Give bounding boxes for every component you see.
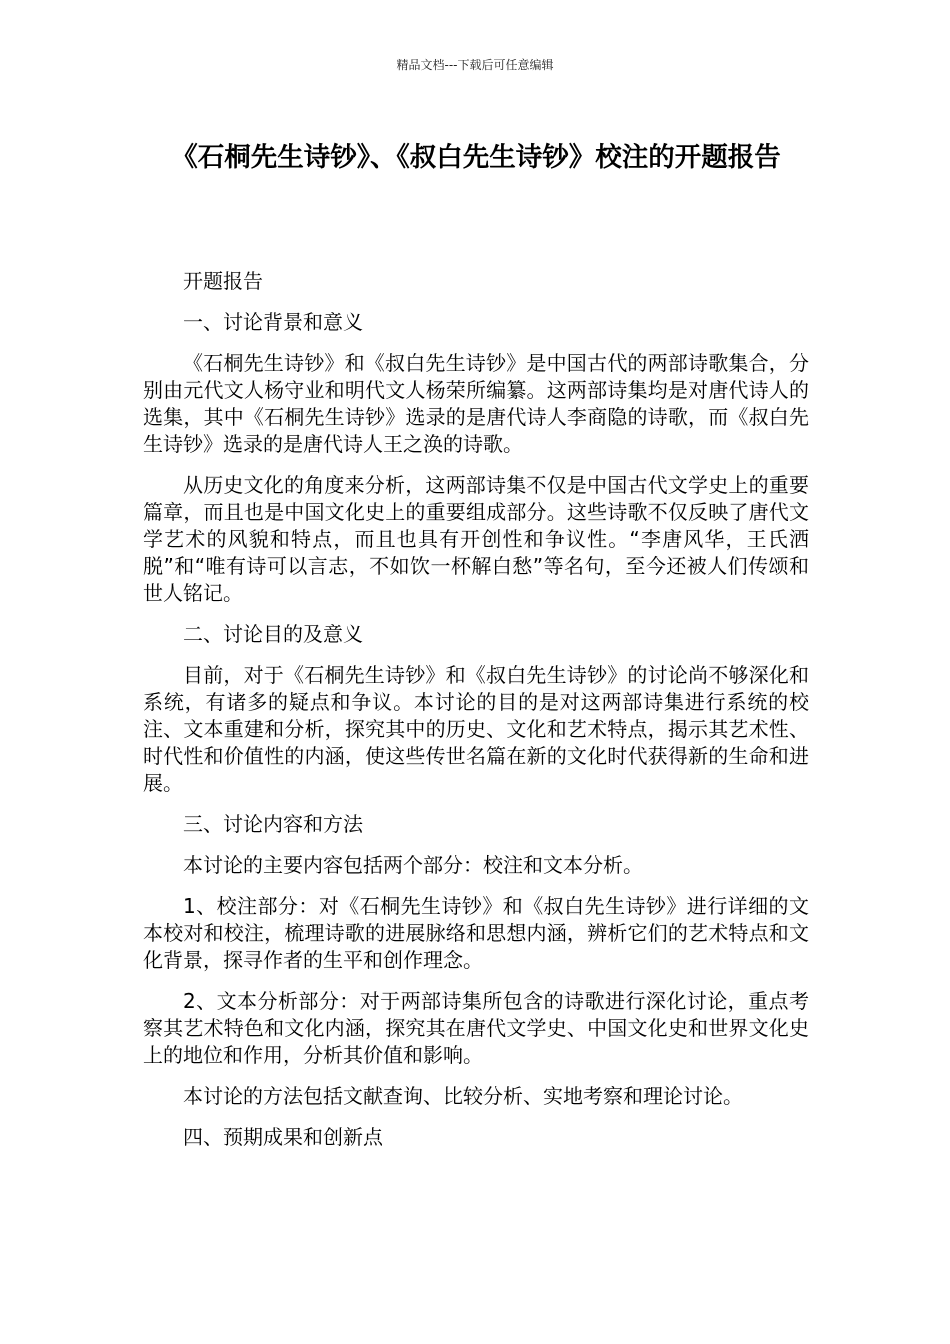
paragraph-content-summary: 本讨论的主要内容包括两个部分：校注和文本分析。	[183, 853, 643, 877]
section-heading-purpose: 二、讨论目的及意义	[183, 622, 363, 646]
section-heading-expected-results: 四、预期成果和创新点	[183, 1125, 383, 1149]
paragraph-purpose: 目前，对于《石桐先生诗钞》和《叔白先生诗钞》的讨论尚不够深化和系统，有诸多的疑点和争议。本讨论的目的是对这两部诗集进行系统的校注、文本重建和分析，探究其中的历史、文化和艺术特点，揭示其艺术性、时代性和价值性的内涵，使这些传世名篇在新的文化时代获得新的生命和进展。	[143, 663, 809, 795]
paragraph-text-analysis-part: 2、文本分析部分：对于两部诗集所包含的诗歌进行深化讨论，重点考察其艺术特色和文化内涵，探究其在唐代文学史、中国文化史和世界文化史上的地位和作用，分析其价值和影响。	[143, 989, 809, 1067]
section-heading-background: 一、讨论背景和意义	[183, 310, 363, 334]
header-note: 精品文档---下载后可任意编辑	[396, 58, 554, 72]
section-heading-content-method: 三、讨论内容和方法	[183, 812, 363, 836]
document-title: 《石桐先生诗钞》、《叔白先生诗钞》校注的开题报告	[171, 142, 781, 173]
section-label-report: 开题报告	[183, 269, 263, 293]
paragraph-methods: 本讨论的方法包括文献查询、比较分析、实地考察和理论讨论。	[183, 1084, 743, 1108]
document-body	[143, 268, 809, 1165]
paragraph-annotation-part: 1、校注部分：对《石桐先生诗钞》和《叔白先生诗钞》进行详细的文本校对和校注，梳理诗歌的进展脉络和思想内涵，辨析它们的艺术特点和文化背景，探寻作者的生平和创作理念。	[143, 894, 809, 972]
paragraph-historical-analysis: 从历史文化的角度来分析，这两部诗集不仅是中国古代文学史上的重要篇章，而且也是中国文化史上的重要组成部分。这些诗歌不仅反映了唐代文学艺术的风貌和特点，而且也具有开创性和争议性。“李唐风华，王氏洒脱”和“唯有诗可以言志，不如饮一杯解白愁”等名句，至今还被人们传颂和世人铭记。	[143, 473, 809, 605]
paragraph-background-intro: 《石桐先生诗钞》和《叔白先生诗钞》是中国古代的两部诗歌集合，分别由元代文人杨守业和明代文人杨荣所编纂。这两部诗集均是对唐代诗人的选集，其中《石桐先生诗钞》选录的是唐代诗人李商隐的诗歌，而《叔白先生诗钞》选录的是唐代诗人王之涣的诗歌。	[143, 351, 809, 456]
